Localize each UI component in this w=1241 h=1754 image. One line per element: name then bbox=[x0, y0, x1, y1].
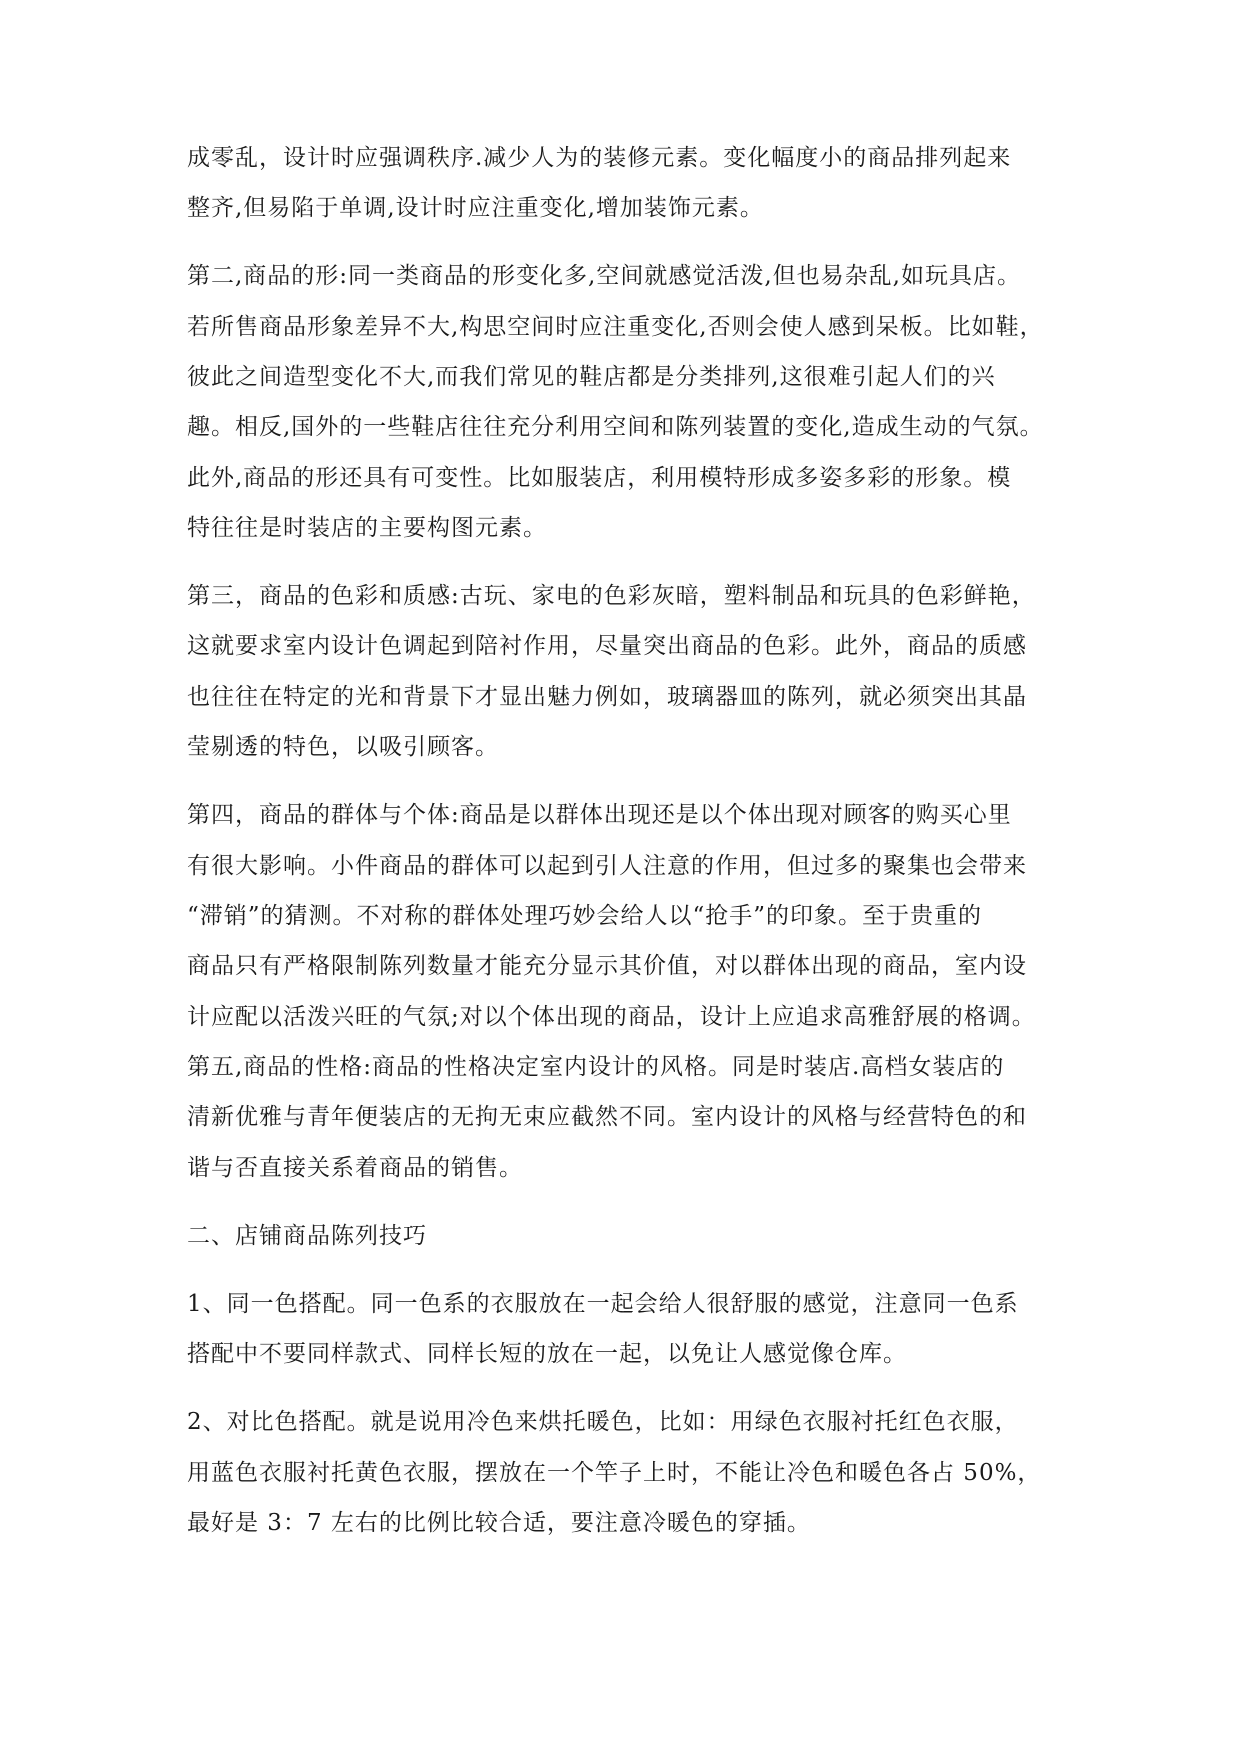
text-line: 谐与否直接关系着商品的销售。 bbox=[187, 1155, 523, 1181]
text-line: 莹剔透的特色，以吸引顾客。 bbox=[187, 734, 499, 760]
text-line: 成零乱，设计时应强调秩序.减少人为的装修元素。变化幅度小的商品排列起来 bbox=[187, 145, 1012, 171]
text-line: 整齐,但易陷于单调,设计时应注重变化,增加装饰元素。 bbox=[187, 195, 764, 221]
text-line: 趣。相反,国外的一些鞋店往往充分利用空间和陈列装置的变化,造成生动的气氛。 bbox=[187, 414, 1044, 440]
text-line: 有很大影响。小件商品的群体可以起到引人注意的作用，但过多的聚集也会带来 bbox=[187, 853, 1027, 879]
text-line: 也往往在特定的光和背景下才显出魅力例如，玻璃器皿的陈列，就必须突出其晶 bbox=[187, 684, 1027, 710]
text-line: 最好是 3：7 左右的比例比较合适，要注意冷暖色的穿插。 bbox=[187, 1510, 811, 1536]
text-line: 第二,商品的形:同一类商品的形变化多,空间就感觉活泼,但也易杂乱,如玩具店。 bbox=[187, 263, 1021, 289]
text-line: 第五,商品的性格:商品的性格决定室内设计的风格。同是时装店.高档女装店的 bbox=[187, 1054, 1005, 1080]
text-line: 2、对比色搭配。就是说用冷色来烘托暖色，比如：用绿色衣服衬托红色衣服， bbox=[187, 1409, 1019, 1435]
text-line: 第四，商品的群体与个体:商品是以群体出现还是以个体出现对顾客的购买心里 bbox=[187, 802, 1012, 828]
text-line: 若所售商品形象差异不大,构思空间时应注重变化,否则会使人感到呆板。比如鞋， bbox=[187, 314, 1044, 340]
text-line: 用蓝色衣服衬托黄色衣服，摆放在一个竿子上时，不能让冷色和暖色各占 50%， bbox=[187, 1460, 1042, 1486]
text-line: 此外,商品的形还具有可变性。比如服装店，利用模特形成多姿多彩的形象。模 bbox=[187, 465, 1012, 491]
text-line: 计应配以活泼兴旺的气氛;对以个体出现的商品，设计上应追求高雅舒展的格调。 bbox=[187, 1004, 1036, 1030]
text-line: “滞销”的猜测。不对称的群体处理巧妙会给人以“抢手”的印象。至于贵重的 bbox=[187, 903, 983, 929]
text-line: 特往往是时装店的主要构图元素。 bbox=[187, 515, 547, 541]
text-line: 彼此之间造型变化不大,而我们常见的鞋店都是分类排列,这很难引起人们的兴 bbox=[187, 364, 996, 390]
text-line: 商品只有严格限制陈列数量才能充分显示其价值，对以群体出现的商品，室内设 bbox=[187, 953, 1027, 979]
text-line: 1、同一色搭配。同一色系的衣服放在一起会给人很舒服的感觉，注意同一色系 bbox=[187, 1291, 1019, 1317]
section-heading: 二、店铺商品陈列技巧 bbox=[187, 1223, 427, 1249]
text-line: 这就要求室内设计色调起到陪衬作用，尽量突出商品的色彩。此外，商品的质感 bbox=[187, 633, 1027, 659]
text-line: 搭配中不要同样款式、同样长短的放在一起，以免让人感觉像仓库。 bbox=[187, 1341, 907, 1367]
text-line: 清新优雅与青年便装店的无拘无束应截然不同。室内设计的风格与经营特色的和 bbox=[187, 1104, 1027, 1130]
text-line: 第三，商品的色彩和质感:古玩、家电的色彩灰暗，塑料制品和玩具的色彩鲜艳， bbox=[187, 583, 1036, 609]
